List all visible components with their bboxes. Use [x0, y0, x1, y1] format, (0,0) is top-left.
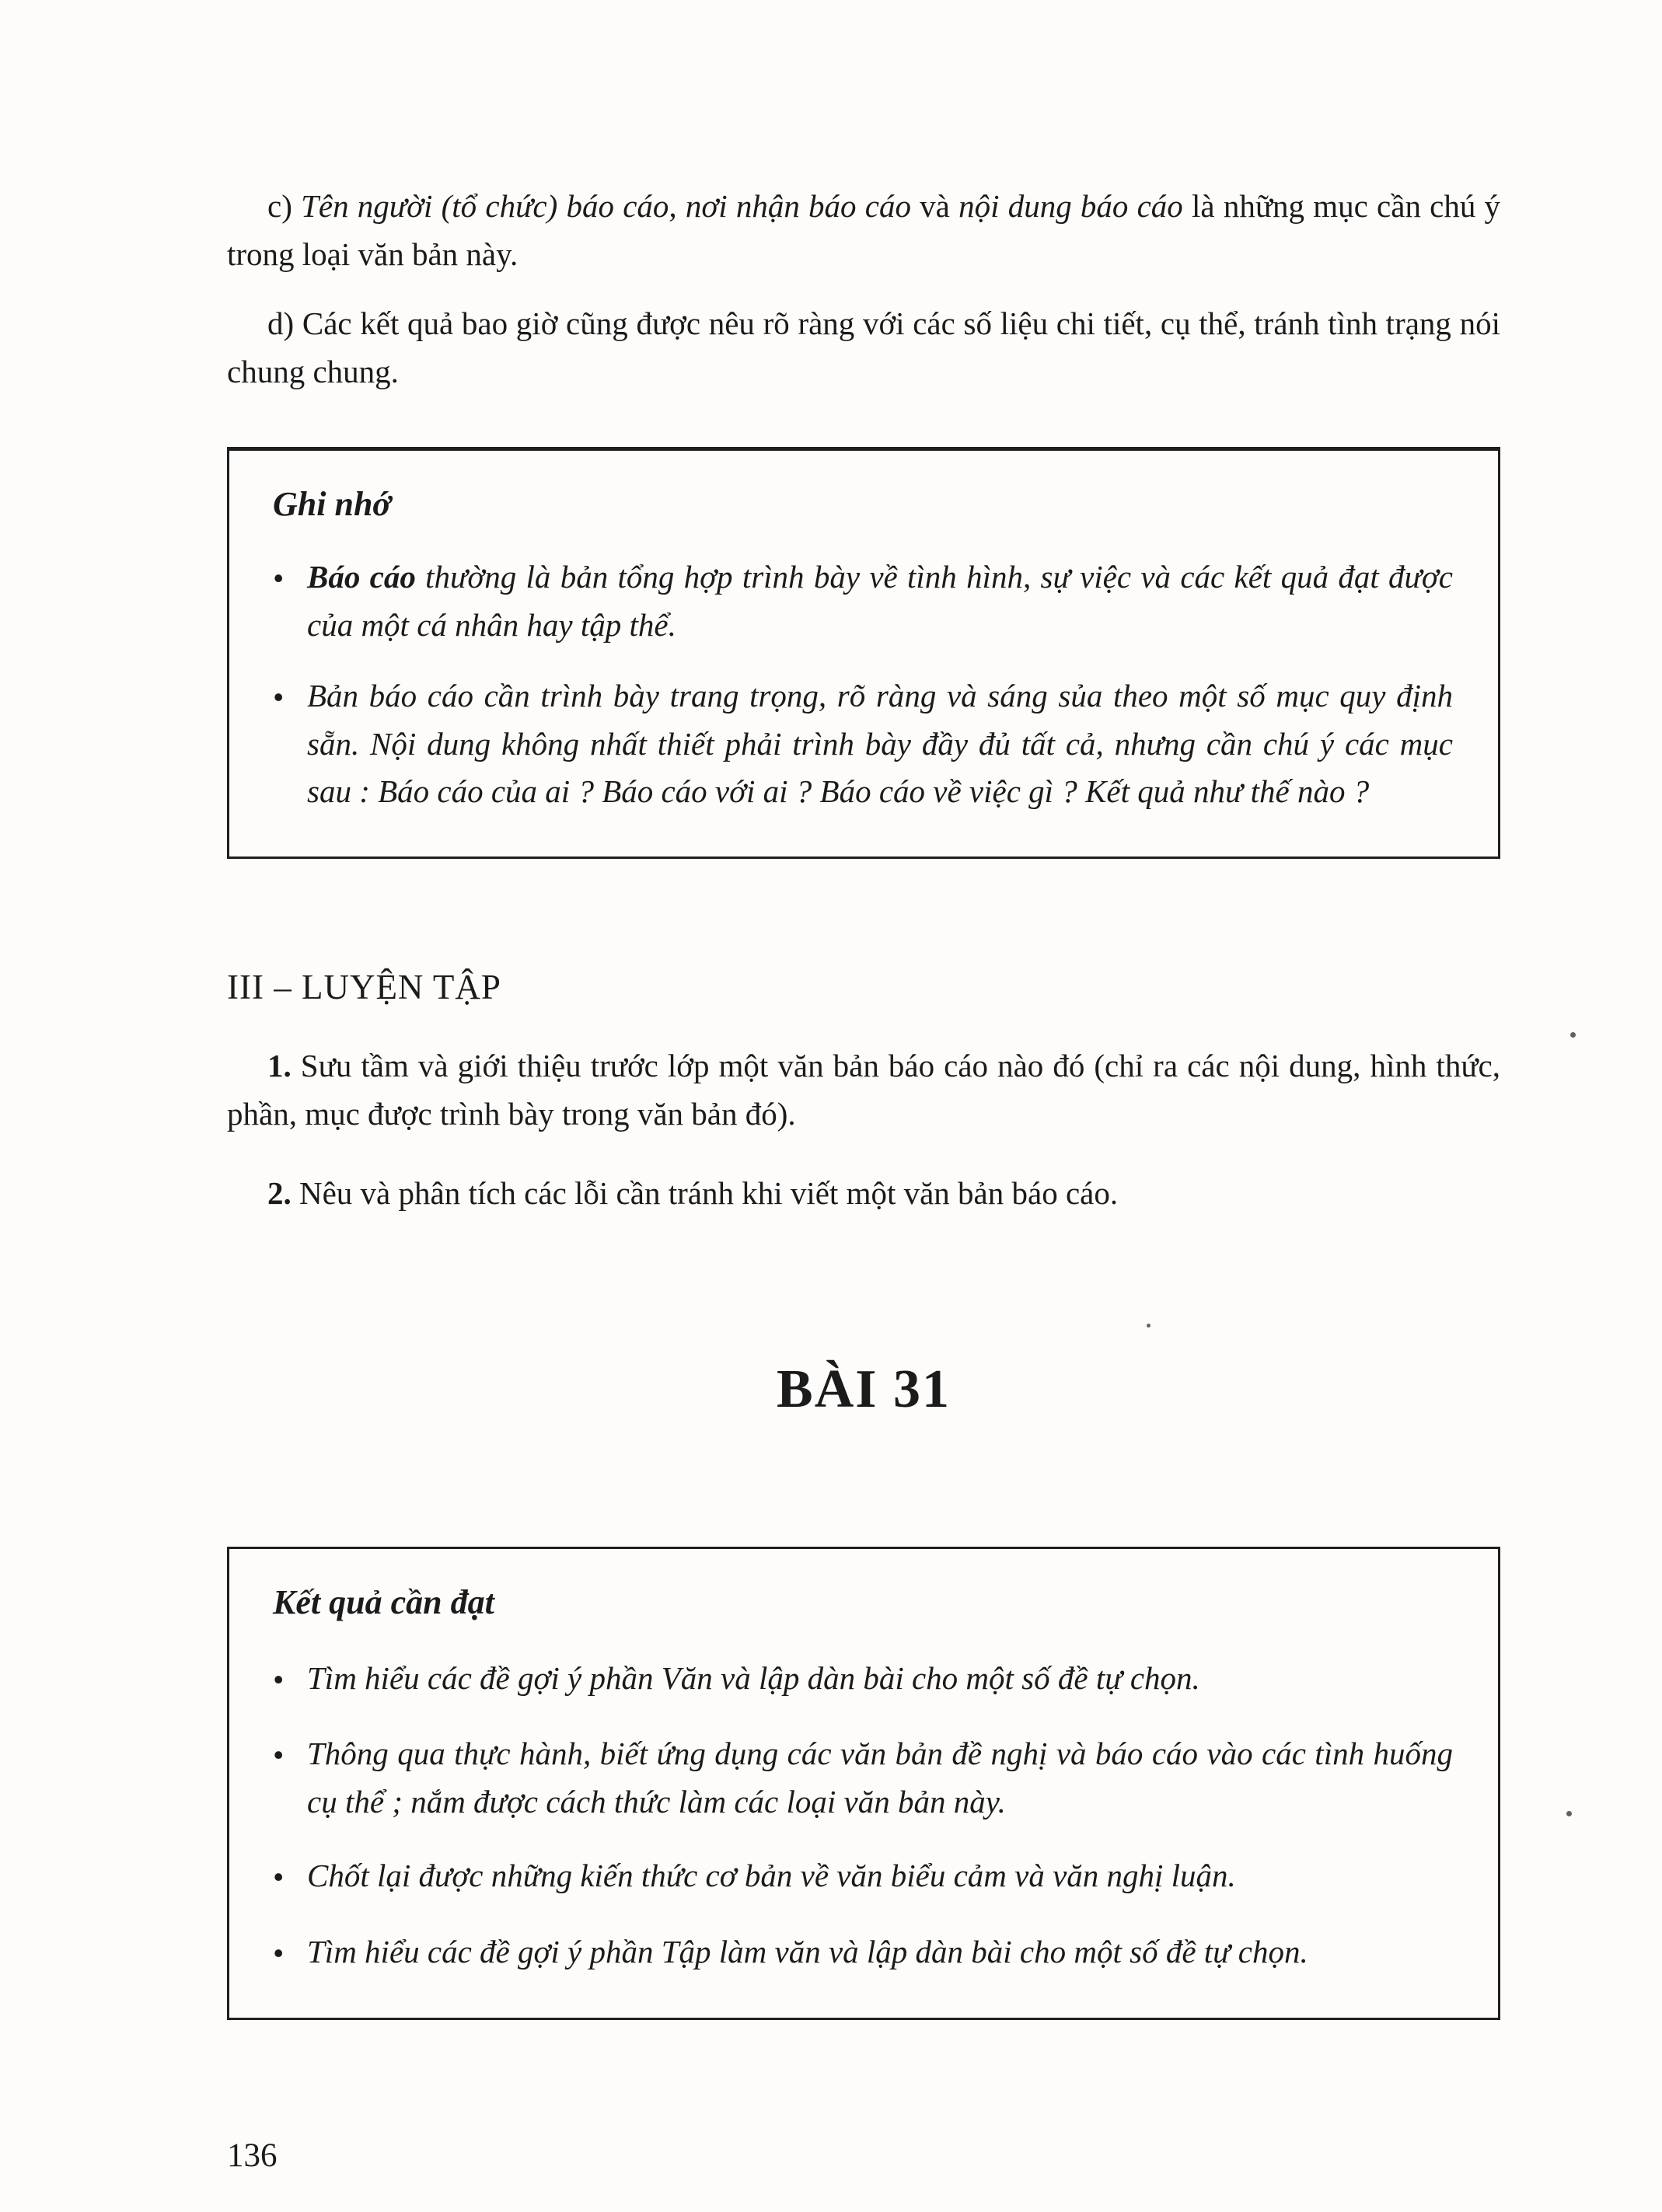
paragraph-c-label: c) — [267, 188, 292, 224]
goal-item — [273, 1730, 1453, 1826]
paragraph-d-text: Các kết quả bao giờ cũng được nêu rõ ràng với các số liệu chi tiết, cụ thể, tránh tình trạng nói chung chung. — [227, 305, 1500, 389]
goal-item-text: Tìm hiểu các đề gợi ý phần Tập làm văn và lập dàn bài cho một số đề tự chọn. — [307, 1933, 1308, 1970]
memo-item — [273, 672, 1453, 816]
exercise-1-number: 1. — [267, 1048, 292, 1084]
goal-item — [273, 1655, 1453, 1704]
bullet-icon: • — [273, 1859, 285, 1896]
goal-item-text: Tìm hiểu các đề gợi ý phần Văn và lập dàn bài cho một số đề tự chọn. — [307, 1659, 1200, 1696]
paragraph-d — [227, 300, 1500, 396]
bullet-icon: • — [273, 560, 285, 596]
goal-item-text: Thông qua thực hành, biết ứng dụng các văn bản đề nghị và báo cáo vào các tình huống cụ thể ; nắm được cách thức làm các loại văn bản này. — [307, 1736, 1453, 1819]
goal-item — [273, 1928, 1453, 1978]
section-heading-luyen-tap: III – LUYỆN TẬP — [227, 967, 501, 1007]
paragraph-c-mid: và — [920, 188, 950, 224]
scan-speck — [1147, 1324, 1150, 1328]
exercise-2 — [227, 1170, 1500, 1218]
memo-title: Ghi nhớ — [273, 485, 392, 523]
bullet-icon: • — [273, 1737, 285, 1774]
memo-item-text — [307, 553, 1453, 649]
paragraph-c-italic-2: nội dung báo cáo — [958, 188, 1183, 224]
exercise-1 — [227, 1042, 1500, 1138]
memo-item-rest: thường là bản tổng hợp trình bày về tình hình, sự việc và các kết quả đạt được của một cá nhân hay tập thể. — [307, 559, 1453, 643]
exercise-2-text: Nêu và phân tích các lỗi cần tránh khi viết một văn bản báo cáo. — [291, 1175, 1119, 1212]
scan-speck — [1570, 1032, 1576, 1038]
memo-item-rest: Bản báo cáo cần trình bày trang trọng, rõ ràng và sáng sủa theo một số mục quy định sẵn. Nội dung không nhất thiết phải trình bày đầy đủ tất cả, nhưng cần chú ý các mục sau : Báo cáo của ai ? Báo cáo với ai ? Báo cáo về việc gì ? Kết quả như thế nào ? — [307, 678, 1453, 809]
memo-box — [227, 447, 1500, 859]
bullet-icon: • — [273, 1935, 285, 1971]
paragraph-d-label: d) — [267, 305, 295, 341]
goal-item — [273, 1852, 1453, 1902]
scan-speck — [1566, 1811, 1572, 1816]
goal-item-text: Chốt lại được những kiến thức cơ bản về văn biểu cảm và văn nghị luận. — [307, 1858, 1236, 1894]
lesson-title: BÀI 31 — [777, 1359, 951, 1419]
goal-box — [227, 1547, 1500, 2021]
paragraph-c-italic-1: Tên người (tổ chức) báo cáo, nơi nhận báo cáo — [301, 188, 911, 224]
memo-item — [273, 553, 1453, 649]
paragraph-c-rest: là những mục cần chú ý trong loại văn bản này. — [227, 188, 1501, 272]
exercise-2-number: 2. — [267, 1175, 292, 1212]
bullet-icon: • — [273, 1661, 285, 1697]
goal-title: Kết quả cần đạt — [273, 1582, 494, 1621]
page-number: 136 — [227, 2137, 278, 2174]
paragraph-c — [227, 183, 1500, 278]
memo-item-bold: Báo cáo — [307, 559, 416, 595]
bullet-icon: • — [273, 679, 285, 715]
exercise-1-text: Sưu tầm và giới thiệu trước lớp một văn bản báo cáo nào đó (chỉ ra các nội dung, hình thức, phần, mục được trình bày trong văn bản đó). — [227, 1048, 1500, 1132]
memo-item-text — [307, 672, 1453, 816]
